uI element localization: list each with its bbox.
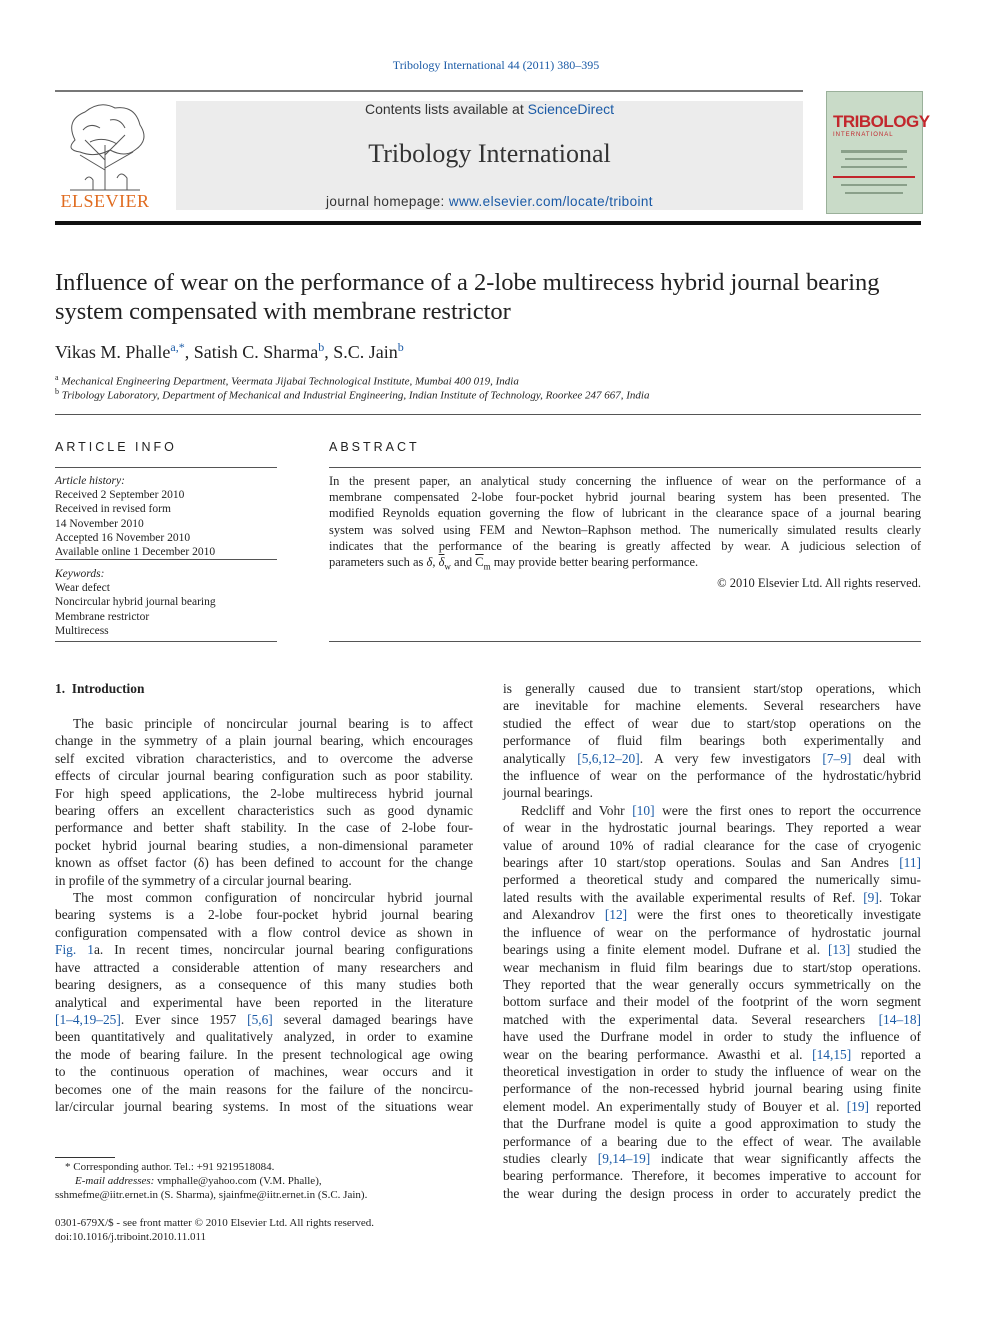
author-name[interactable]: Satish C. Sharma	[193, 342, 319, 362]
citation-link[interactable]: [14–18]	[878, 1011, 921, 1027]
body-text-fragment: bearings using a finite element model. Dufrane et al.	[503, 942, 828, 958]
subscript: m	[483, 561, 491, 572]
body-text-line	[55, 941, 473, 958]
abstract-text-fragment: ,	[432, 555, 439, 570]
body-text-line: of wear in the hydrostatic journal bearings. They reported a wear	[503, 820, 921, 836]
citation-link[interactable]: [10]	[632, 802, 655, 818]
body-text-fragment: were the first ones to report the occurrence	[654, 802, 921, 818]
contents-line	[176, 101, 803, 117]
body-text-line: to the continuous operation of machines, wear occurs and it	[55, 1064, 473, 1080]
email-address[interactable]: sshmefme@iitr.ernet.in (S. Sharma), sjainfme@iitr.ernet.in (S.C. Jain).	[55, 1189, 368, 1201]
cover-text-line	[841, 184, 907, 186]
body-text-line	[503, 1150, 921, 1167]
body-text-line: are inevitable for machine elements. Several researchers have	[503, 698, 921, 714]
article-info-rule	[55, 641, 277, 642]
body-text-line: effects of circular journal bearing configuration such as poor stability.	[55, 768, 473, 784]
body-text-line	[503, 854, 921, 871]
body-text-line: been quantitatively and qualitatively analyzed, in order to examine	[55, 1029, 473, 1045]
issn-line: 0301-679X/$ - see front matter © 2010 Elsevier Ltd. All rights reserved.	[55, 1217, 375, 1229]
body-text-fragment: studies clearly	[503, 1150, 598, 1166]
citation-link[interactable]: [5,6,12–20]	[577, 750, 640, 766]
body-text-line	[503, 941, 921, 958]
history-item: 14 November 2010	[55, 517, 144, 530]
body-text-fragment: were the first ones to theoretically investigate	[627, 907, 921, 923]
section-title: Introduction	[71, 681, 145, 696]
body-text-fragment: lated results with the available experimental results of Ref.	[503, 889, 864, 905]
journal-citation[interactable]: Tribology International 44 (2011) 380–395	[392, 58, 600, 72]
body-text-fragment: studied the	[850, 942, 921, 958]
citation-link[interactable]: [7–9]	[822, 750, 852, 766]
body-text-line: the wear during the design process in order to accurately predict the	[503, 1185, 921, 1201]
body-text-fragment: reported a	[851, 1046, 921, 1062]
body-text-fragment: . A very few investigators	[639, 750, 823, 766]
body-text-line: studied the effect of wear due to start/stop operations on the	[503, 715, 921, 731]
affiliation-marker: b	[55, 387, 59, 396]
body-text-line	[503, 906, 921, 923]
body-text-line: value of around 10% of radial clearance for the case of cryogenic	[503, 837, 921, 853]
body-text-fragment: deal with	[851, 750, 922, 766]
journal-title: Tribology International	[368, 139, 611, 168]
body-text-line: They reported that the wear generally occurs symmetrically on the	[503, 976, 921, 992]
header-top-rule	[55, 90, 803, 92]
body-text-line	[503, 889, 921, 906]
symbol-c-bar: $\overline{C}$	[475, 555, 484, 570]
body-text-fragment: reported	[869, 1098, 921, 1114]
body-text-line	[503, 1046, 921, 1063]
keyword: Multirecess	[55, 624, 109, 637]
keyword: Noncircular hybrid journal bearing	[55, 596, 216, 609]
body-text-fragment: wear on the bearing performance. Awasthi et al.	[503, 1046, 813, 1062]
body-text-line: change in the symmetry of a plain journal bearing, which encourages	[55, 733, 473, 749]
header-bottom-rule	[55, 221, 921, 225]
history-item: Available online 1 December 2010	[55, 546, 216, 559]
affiliation-text: Mechanical Engineering Department, Veermata Jijabai Technological Institute, Mumbai 400 019, India	[61, 375, 519, 388]
body-text-line: configuration compensated with a flow control device as shown in	[55, 924, 473, 940]
body-text-line	[503, 750, 921, 767]
citation-link[interactable]: [5,6]	[247, 1011, 273, 1027]
body-text-line: The basic principle of noncircular journal bearing is to affect	[73, 716, 473, 731]
keywords-label: Keywords:	[55, 568, 105, 580]
body-text-fragment: . Ever since 1957	[120, 1011, 248, 1027]
history-item: Accepted 16 November 2010	[55, 531, 191, 544]
body-text-line: the influence of wear on the performance of the hydrostatic/hybrid	[503, 768, 921, 784]
abstract-rule	[329, 641, 921, 642]
body-text-line: self excited vibration characteristics, and to overcome the adverse	[55, 750, 473, 766]
affiliation-text: Tribology Laboratory, Department of Mechanical and Industrial Engineering, Indian Institute of Technology, Roorkee 247 667, India	[61, 389, 650, 402]
citation-link[interactable]: [14,15]	[812, 1046, 852, 1062]
citation-link[interactable]: [1–4,19–25]	[55, 1011, 121, 1027]
article-history	[55, 474, 277, 559]
body-text-line	[503, 802, 921, 819]
body-text-line: the mode of bearing failure. In the present technological age owing	[55, 1046, 473, 1062]
copyright: © 2010 Elsevier Ltd. All rights reserved.	[717, 575, 921, 590]
body-text-line: bearing designers, as a consequence of this many studies both	[55, 977, 473, 993]
abstract-line: system was solved using FEM and Newton–Raphson method. The numerically simulated results clearly	[329, 522, 921, 537]
abstract-text-fragment: may provide better bearing performance.	[490, 555, 699, 570]
abstract-line: In the present paper, an analytical study concerning the influence of wear on the performance of a	[329, 474, 921, 488]
history-label: Article history:	[55, 475, 125, 487]
body-text-line: lar/circular journal bearing systems. In most of the situations wear	[55, 1098, 473, 1114]
body-text-line: wear mechanism in fluid film bearings due to start/stop operations.	[503, 959, 921, 975]
abstract-rule	[329, 467, 921, 468]
section-number: 1.	[55, 681, 66, 696]
body-text-line: known as offset factor (δ) has been defined to account for the change	[55, 855, 473, 871]
body-text-line: pocket hybrid journal bearing studies, a non-dimensional parameter	[55, 837, 473, 853]
body-text-fragment: a. In recent times, noncircular journal bearing configurations	[93, 942, 473, 958]
body-text-line: is generally caused due to transient start/stop operations, which	[503, 681, 921, 696]
author-affiliation-marker[interactable]: b	[318, 340, 325, 354]
body-column-left	[55, 715, 473, 1115]
history-item: Received 2 September 2010	[55, 489, 185, 502]
author-list	[55, 340, 404, 363]
history-item: Received in revised form	[55, 503, 171, 516]
abstract-heading: ABSTRACT	[329, 440, 420, 454]
article-info-rule	[55, 559, 277, 560]
article-info-rule	[55, 467, 277, 468]
citation-link[interactable]: Fig. 1	[55, 942, 94, 958]
keyword: Wear defect	[55, 582, 110, 595]
body-text-line: The most common configuration of noncircular hybrid journal	[73, 890, 473, 906]
affiliation-marker: a	[55, 373, 59, 382]
abstract-text	[329, 473, 921, 591]
email-label: E-mail addresses:	[75, 1175, 155, 1187]
citation-link[interactable]: [12]	[604, 907, 628, 923]
body-text-line: performance of a bearing due to the effect of wear. The available	[503, 1133, 921, 1149]
body-text-fragment: matched with the experimental data. Several researchers	[503, 1011, 879, 1027]
author-name[interactable]: S.C. Jain	[333, 342, 398, 362]
body-text-line	[503, 1098, 921, 1115]
abstract-line: membrane compensated 2-lobe four-pocket hybrid journal bearing system has been presented. The	[329, 490, 921, 505]
body-text-line: the influence of wear on the performance of hydrostatic journal	[503, 924, 921, 940]
body-text-line: performed a theoretical study and compared the numerically simu-	[503, 872, 921, 888]
body-text-line: bottom surface and their model of the footprint of the worn segment	[503, 994, 921, 1010]
article-title: Influence of wear on the performance of a 2-lobe multirecess hybrid journal bearing system compensated with membrane restrictor	[55, 269, 880, 325]
abstract-line: modified Reynolds equation governing the flow of lubricant in the clearance space of a journal bearing	[329, 506, 921, 521]
body-text-line: performance of fluid film bearings both experimentally and	[503, 733, 921, 749]
symbol-delta-bar: $\overline{\delta}$	[438, 555, 445, 570]
section-heading	[55, 681, 144, 697]
cover-title: TRIBOLOGY	[833, 112, 930, 131]
corresponding-author: * Corresponding author. Tel.: +91 9219518084.	[65, 1161, 275, 1173]
publisher-wordmark: ELSEVIER	[60, 191, 150, 211]
homepage-prefix: journal homepage:	[326, 194, 449, 209]
body-text-fragment: element model. An experimentally study of Bouyer et al.	[503, 1098, 847, 1114]
body-text-line: bearing offers an excellent characteristics such as good dynamic	[55, 803, 473, 819]
body-text-line: that the Durfrane model is quite a good approximation to study the	[503, 1116, 921, 1132]
cover-text-line	[841, 150, 907, 153]
symbol-delta: δ	[426, 555, 433, 570]
subscript: w	[444, 561, 451, 572]
email-line	[55, 1174, 485, 1188]
contents-prefix: Contents lists available at	[364, 101, 528, 117]
body-text-line: For high speed applications, the 2-lobe multirecess hybrid journal	[55, 785, 473, 801]
affiliation	[55, 373, 519, 388]
citation-link[interactable]: [9]	[863, 889, 879, 905]
body-text-line: journal bearings.	[503, 785, 593, 801]
abstract-text-fragment: parameters such as	[329, 555, 427, 570]
body-text-line: have attracted a considerable attention of many researchers and	[55, 959, 473, 975]
cover-text-line	[841, 166, 907, 168]
cover-subtitle: INTERNATIONAL	[833, 132, 894, 138]
article-info-heading: ARTICLE INFO	[55, 440, 177, 454]
body-text-fragment: several damaged bearings have	[272, 1011, 474, 1027]
author-name[interactable]: Vikas M. Phalle	[55, 342, 171, 362]
abstract-text-fragment: and	[450, 555, 476, 570]
author-separator: ,	[184, 342, 194, 362]
abstract-line	[329, 554, 921, 575]
citation-link[interactable]: [19]	[846, 1098, 870, 1114]
author-affiliation-marker[interactable]: b	[397, 340, 404, 354]
affiliation	[55, 387, 650, 402]
author-affiliation-marker[interactable]: a,*	[170, 340, 185, 354]
body-text-line: theoretical investigation in order to study the influence of wear on the	[503, 1063, 921, 1079]
body-text-line: bearing performance. Therefore, it becomes imperative to account for	[503, 1168, 921, 1184]
section-divider	[55, 414, 921, 415]
body-text-line: have used the Durfrane model in order to study the influence of	[503, 1029, 921, 1045]
homepage-link[interactable]: www.elsevier.com/locate/triboint	[448, 194, 653, 209]
body-text-line: in profile of the symmetry of a circular journal bearing.	[55, 872, 352, 888]
footnotes	[55, 1160, 485, 1244]
cover-red-rule	[833, 176, 915, 178]
body-text-fragment: analytically	[503, 750, 578, 766]
sciencedirect-link[interactable]: ScienceDirect	[527, 101, 614, 117]
journal-homepage-line	[176, 194, 803, 209]
body-text-fragment: bearings after 10 start/stop operations. Soulas and San Andres	[503, 855, 900, 871]
email-address[interactable]: vmphalle@yahoo.com (V.M. Phalle),	[154, 1175, 322, 1187]
cover-text-line	[845, 158, 903, 160]
journal-cover-thumbnail[interactable]	[826, 91, 930, 214]
keyword: Membrane restrictor	[55, 610, 150, 623]
citation-link[interactable]: [11]	[899, 855, 921, 871]
doi-link[interactable]: doi:10.1016/j.triboint.2010.11.011	[55, 1231, 207, 1243]
author-separator: ,	[324, 342, 334, 362]
abstract-line: indicates that the performance of the bearing is greatly affected by wear. A judicious selection of	[329, 538, 921, 553]
footnote-rule	[55, 1157, 115, 1158]
body-text-line	[503, 1011, 921, 1028]
body-text-line: performance of the non-recessed hybrid journal bearing using finite	[503, 1081, 921, 1097]
body-text-line: performance and better shaft stability. In the case of 2-lobe four-	[55, 820, 473, 836]
body-column-right	[503, 680, 921, 1202]
body-text-line: bearing systems is a 2-lobe four-pocket hybrid journal bearing	[55, 907, 473, 923]
citation-link[interactable]: [13]	[827, 942, 851, 958]
body-text-line	[55, 1011, 473, 1028]
cover-text-line	[845, 192, 903, 194]
citation-link[interactable]: [9,14–19]	[597, 1150, 651, 1166]
body-text-fragment: and Alexandrov	[503, 907, 605, 923]
body-text-line: becomes one of the main reasons for the failure of the noncircu-	[55, 1081, 473, 1097]
body-text-fragment: Redcliff and Vohr	[521, 802, 633, 818]
keywords-block	[55, 567, 277, 638]
body-text-line: analytical and experimental have been reported in the literature	[55, 994, 473, 1010]
body-text-fragment: . Tokar	[878, 889, 921, 905]
body-text-fragment: indicate that wear significantly affects the	[650, 1150, 921, 1166]
